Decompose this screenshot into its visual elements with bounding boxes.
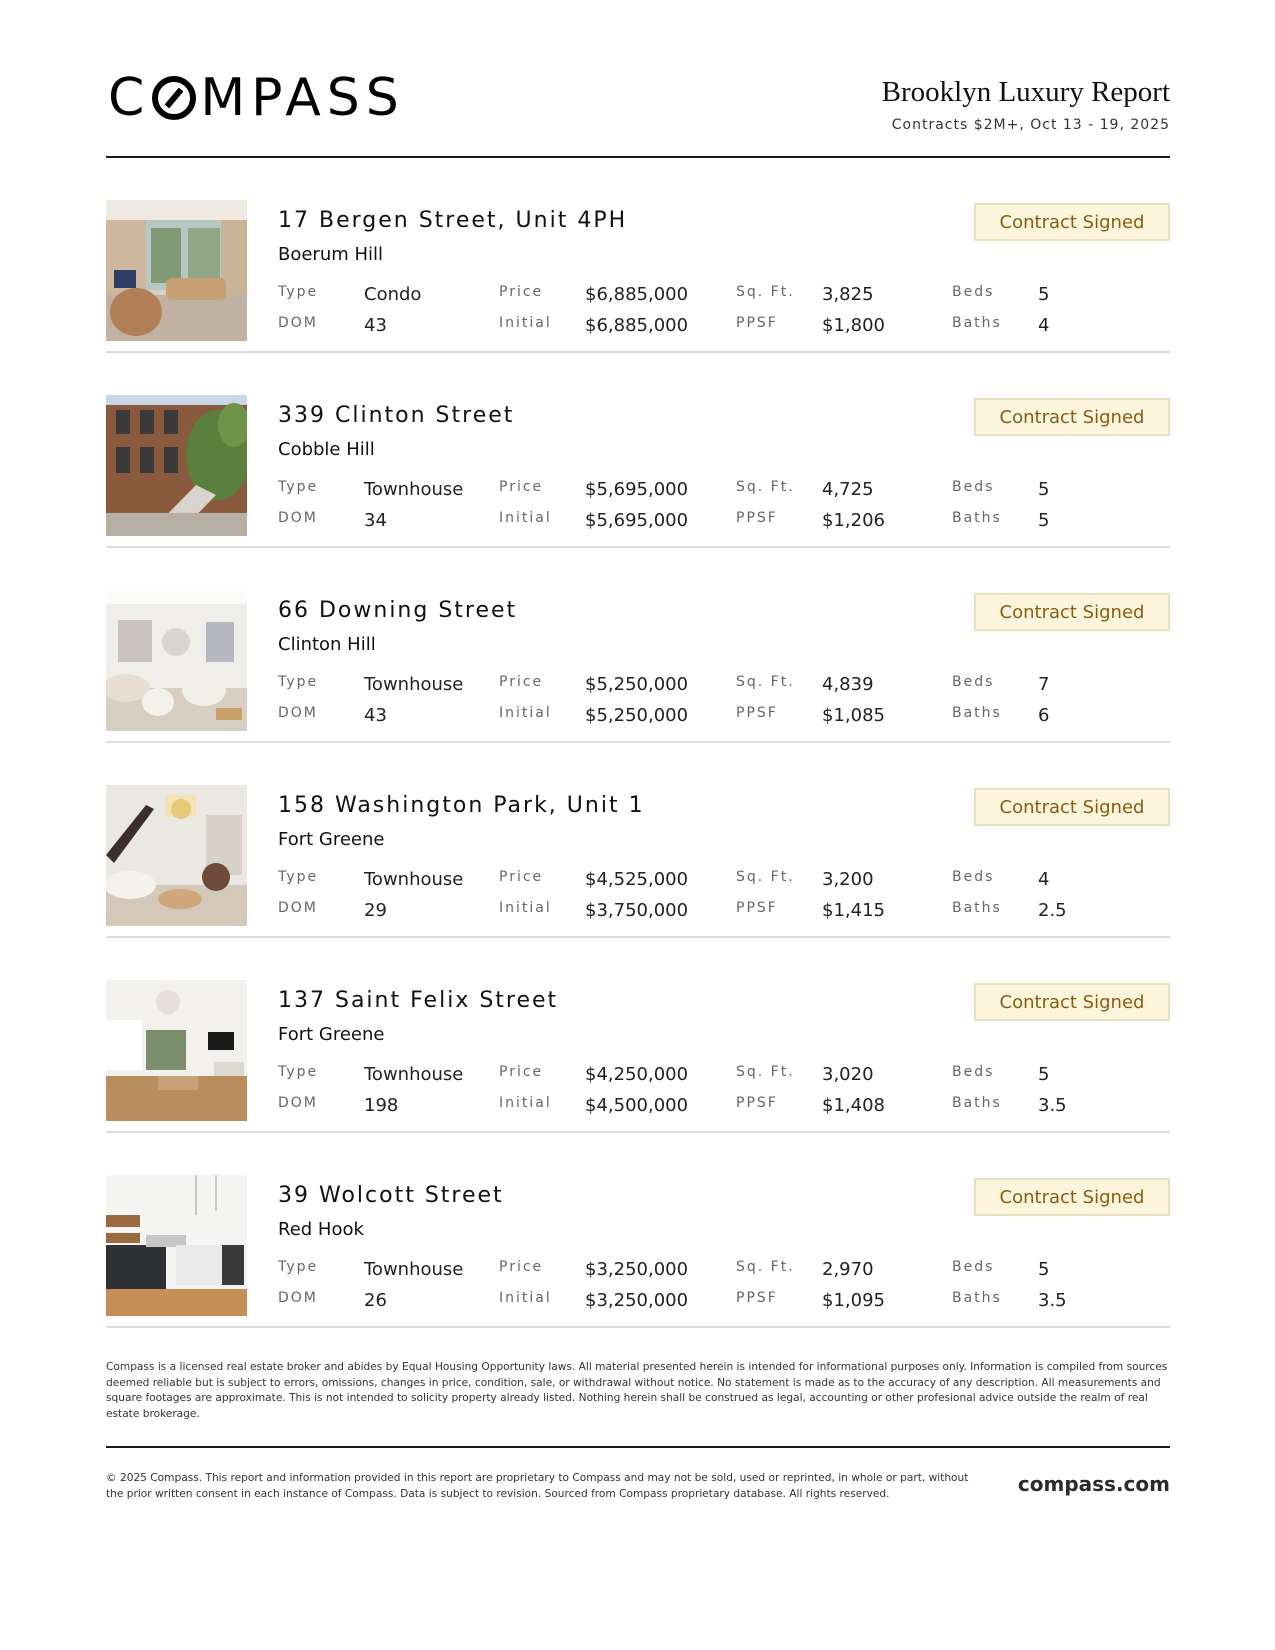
- ppsf-value: $1,415: [822, 900, 885, 921]
- listing-address[interactable]: 137 Saint Felix Street: [278, 988, 559, 1013]
- baths-label: Baths: [952, 1095, 1002, 1111]
- report-page: [106, 0, 1170, 1328]
- sqft-value: 3,200: [822, 869, 874, 890]
- initial-value: $5,250,000: [585, 705, 689, 726]
- price-label: Price: [499, 479, 544, 495]
- baths-value: 4: [1038, 315, 1050, 336]
- type-label: Type: [278, 674, 319, 690]
- beds-value: 5: [1038, 1064, 1050, 1085]
- sqft-value: 2,970: [822, 1259, 874, 1280]
- listing-card: [106, 353, 1170, 548]
- dom-label: DOM: [278, 510, 318, 526]
- price-value: $5,695,000: [585, 479, 689, 500]
- initial-value: $4,500,000: [585, 1095, 689, 1116]
- baths-label: Baths: [952, 705, 1002, 721]
- beds-label: Beds: [952, 284, 995, 300]
- status-badge: Contract Signed: [974, 398, 1170, 436]
- listing-neighborhood: Fort Greene: [278, 1024, 385, 1045]
- initial-value: $3,750,000: [585, 900, 689, 921]
- sqft-label: Sq. Ft.: [736, 869, 795, 885]
- dom-value: 43: [364, 315, 387, 336]
- sqft-value: 4,839: [822, 674, 874, 695]
- baths-label: Baths: [952, 1290, 1002, 1306]
- type-value: Townhouse: [364, 1259, 464, 1280]
- listing-address[interactable]: 39 Wolcott Street: [278, 1183, 504, 1208]
- sqft-label: Sq. Ft.: [736, 674, 795, 690]
- compass-o-icon: [152, 76, 196, 120]
- price-value: $5,250,000: [585, 674, 689, 695]
- type-label: Type: [278, 869, 319, 885]
- beds-label: Beds: [952, 1064, 995, 1080]
- type-label: Type: [278, 1259, 319, 1275]
- baths-value: 5: [1038, 510, 1050, 531]
- baths-value: 3.5: [1038, 1095, 1067, 1116]
- report-subtitle: Contracts $2M+, Oct 13 - 19, 2025: [891, 117, 1170, 133]
- sqft-label: Sq. Ft.: [736, 479, 795, 495]
- ppsf-value: $1,095: [822, 1290, 885, 1311]
- footer-divider: [106, 1446, 1170, 1448]
- type-value: Condo: [364, 284, 422, 305]
- dom-value: 29: [364, 900, 387, 921]
- initial-label: Initial: [499, 1095, 552, 1111]
- listing-photo: [106, 200, 247, 341]
- listing-address[interactable]: 66 Downing Street: [278, 598, 518, 623]
- initial-value: $3,250,000: [585, 1290, 689, 1311]
- listing-card: [106, 548, 1170, 743]
- price-value: $6,885,000: [585, 284, 689, 305]
- report-header: [106, 0, 1170, 158]
- compass-logo: C MPASS: [108, 68, 405, 128]
- listing-neighborhood: Cobble Hill: [278, 439, 375, 460]
- type-value: Townhouse: [364, 1064, 464, 1085]
- type-value: Townhouse: [364, 869, 464, 890]
- type-label: Type: [278, 1064, 319, 1080]
- sqft-value: 4,725: [822, 479, 874, 500]
- price-label: Price: [499, 869, 544, 885]
- dom-value: 43: [364, 705, 387, 726]
- listing-neighborhood: Clinton Hill: [278, 634, 376, 655]
- listing-photo: [106, 980, 247, 1121]
- dom-label: DOM: [278, 705, 318, 721]
- listing-neighborhood: Red Hook: [278, 1219, 364, 1240]
- listing-address[interactable]: 158 Washington Park, Unit 1: [278, 793, 645, 818]
- status-badge: Contract Signed: [974, 203, 1170, 241]
- status-badge: Contract Signed: [974, 1178, 1170, 1216]
- status-badge: Contract Signed: [974, 788, 1170, 826]
- listing-photo: [106, 395, 247, 536]
- report-title: Brooklyn Luxury Report: [881, 76, 1170, 108]
- sqft-value: 3,020: [822, 1064, 874, 1085]
- price-label: Price: [499, 284, 544, 300]
- price-label: Price: [499, 674, 544, 690]
- type-value: Townhouse: [364, 674, 464, 695]
- listing-address[interactable]: 339 Clinton Street: [278, 403, 515, 428]
- listing-neighborhood: Fort Greene: [278, 829, 385, 850]
- listing-card: [106, 743, 1170, 938]
- type-value: Townhouse: [364, 479, 464, 500]
- baths-value: 2.5: [1038, 900, 1067, 921]
- dom-value: 198: [364, 1095, 399, 1116]
- website-link[interactable]: compass.com: [1017, 1472, 1170, 1496]
- beds-value: 5: [1038, 479, 1050, 500]
- sqft-label: Sq. Ft.: [736, 1259, 795, 1275]
- listing-photo: [106, 1175, 247, 1316]
- status-badge: Contract Signed: [974, 983, 1170, 1021]
- initial-label: Initial: [499, 705, 552, 721]
- initial-label: Initial: [499, 510, 552, 526]
- listing-photo: [106, 785, 247, 926]
- sqft-label: Sq. Ft.: [736, 284, 795, 300]
- ppsf-label: PPSF: [736, 1290, 778, 1306]
- dom-value: 26: [364, 1290, 387, 1311]
- dom-label: DOM: [278, 1095, 318, 1111]
- initial-value: $6,885,000: [585, 315, 689, 336]
- listing-card: [106, 938, 1170, 1133]
- baths-label: Baths: [952, 900, 1002, 916]
- beds-value: 5: [1038, 1259, 1050, 1280]
- price-value: $4,250,000: [585, 1064, 689, 1085]
- ppsf-label: PPSF: [736, 900, 778, 916]
- ppsf-label: PPSF: [736, 1095, 778, 1111]
- price-label: Price: [499, 1064, 544, 1080]
- baths-value: 6: [1038, 705, 1050, 726]
- dom-value: 34: [364, 510, 387, 531]
- type-label: Type: [278, 479, 319, 495]
- ppsf-value: $1,800: [822, 315, 885, 336]
- beds-label: Beds: [952, 869, 995, 885]
- initial-label: Initial: [499, 900, 552, 916]
- baths-value: 3.5: [1038, 1290, 1067, 1311]
- dom-label: DOM: [278, 315, 318, 331]
- initial-label: Initial: [499, 315, 552, 331]
- sqft-label: Sq. Ft.: [736, 1064, 795, 1080]
- sqft-value: 3,825: [822, 284, 874, 305]
- dom-label: DOM: [278, 1290, 318, 1306]
- ppsf-value: $1,206: [822, 510, 885, 531]
- listing-photo: [106, 590, 247, 731]
- beds-value: 5: [1038, 284, 1050, 305]
- copyright-text: © 2025 Compass. This report and information provided in this report are proprietary to Compass and may not be sold, used or reprinted, in whole or part, without the prior written consent in each instance of Compass. Data is subject to revision. Sourced from Compass proprietary database. All rights reserved.: [106, 1472, 969, 1500]
- status-badge: Contract Signed: [974, 593, 1170, 631]
- ppsf-label: PPSF: [736, 705, 778, 721]
- dom-label: DOM: [278, 900, 318, 916]
- beds-label: Beds: [952, 674, 995, 690]
- listing-card: [106, 158, 1170, 353]
- beds-label: Beds: [952, 479, 995, 495]
- initial-value: $5,695,000: [585, 510, 689, 531]
- baths-label: Baths: [952, 510, 1002, 526]
- beds-value: 7: [1038, 674, 1050, 695]
- beds-label: Beds: [952, 1259, 995, 1275]
- price-value: $3,250,000: [585, 1259, 689, 1280]
- price-label: Price: [499, 1259, 544, 1275]
- baths-label: Baths: [952, 315, 1002, 331]
- listing-address[interactable]: 17 Bergen Street, Unit 4PH: [278, 208, 628, 233]
- ppsf-value: $1,408: [822, 1095, 885, 1116]
- ppsf-label: PPSF: [736, 510, 778, 526]
- disclaimer-text: Compass is a licensed real estate broker and abides by Equal Housing Opportunity laws. All material presented herein is intended for informational purposes only. Information is compiled from sources deemed reliable but is subject to errors, omissions, changes in price, condition, sale, or withdrawal without notice. No statement is made as to the accuracy of any description. All measurements and square footages are approximate. This is not intended to solicity property already listed. Nothing herein shall be construed as legal, accounting or other profesional advice outside the realm of real estate brokerage.: [106, 1361, 1168, 1420]
- listings-list: [106, 158, 1170, 1328]
- type-label: Type: [278, 284, 319, 300]
- ppsf-label: PPSF: [736, 315, 778, 331]
- beds-value: 4: [1038, 869, 1050, 890]
- listing-neighborhood: Boerum Hill: [278, 244, 384, 265]
- price-value: $4,525,000: [585, 869, 689, 890]
- ppsf-value: $1,085: [822, 705, 885, 726]
- listing-card: [106, 1133, 1170, 1328]
- initial-label: Initial: [499, 1290, 552, 1306]
